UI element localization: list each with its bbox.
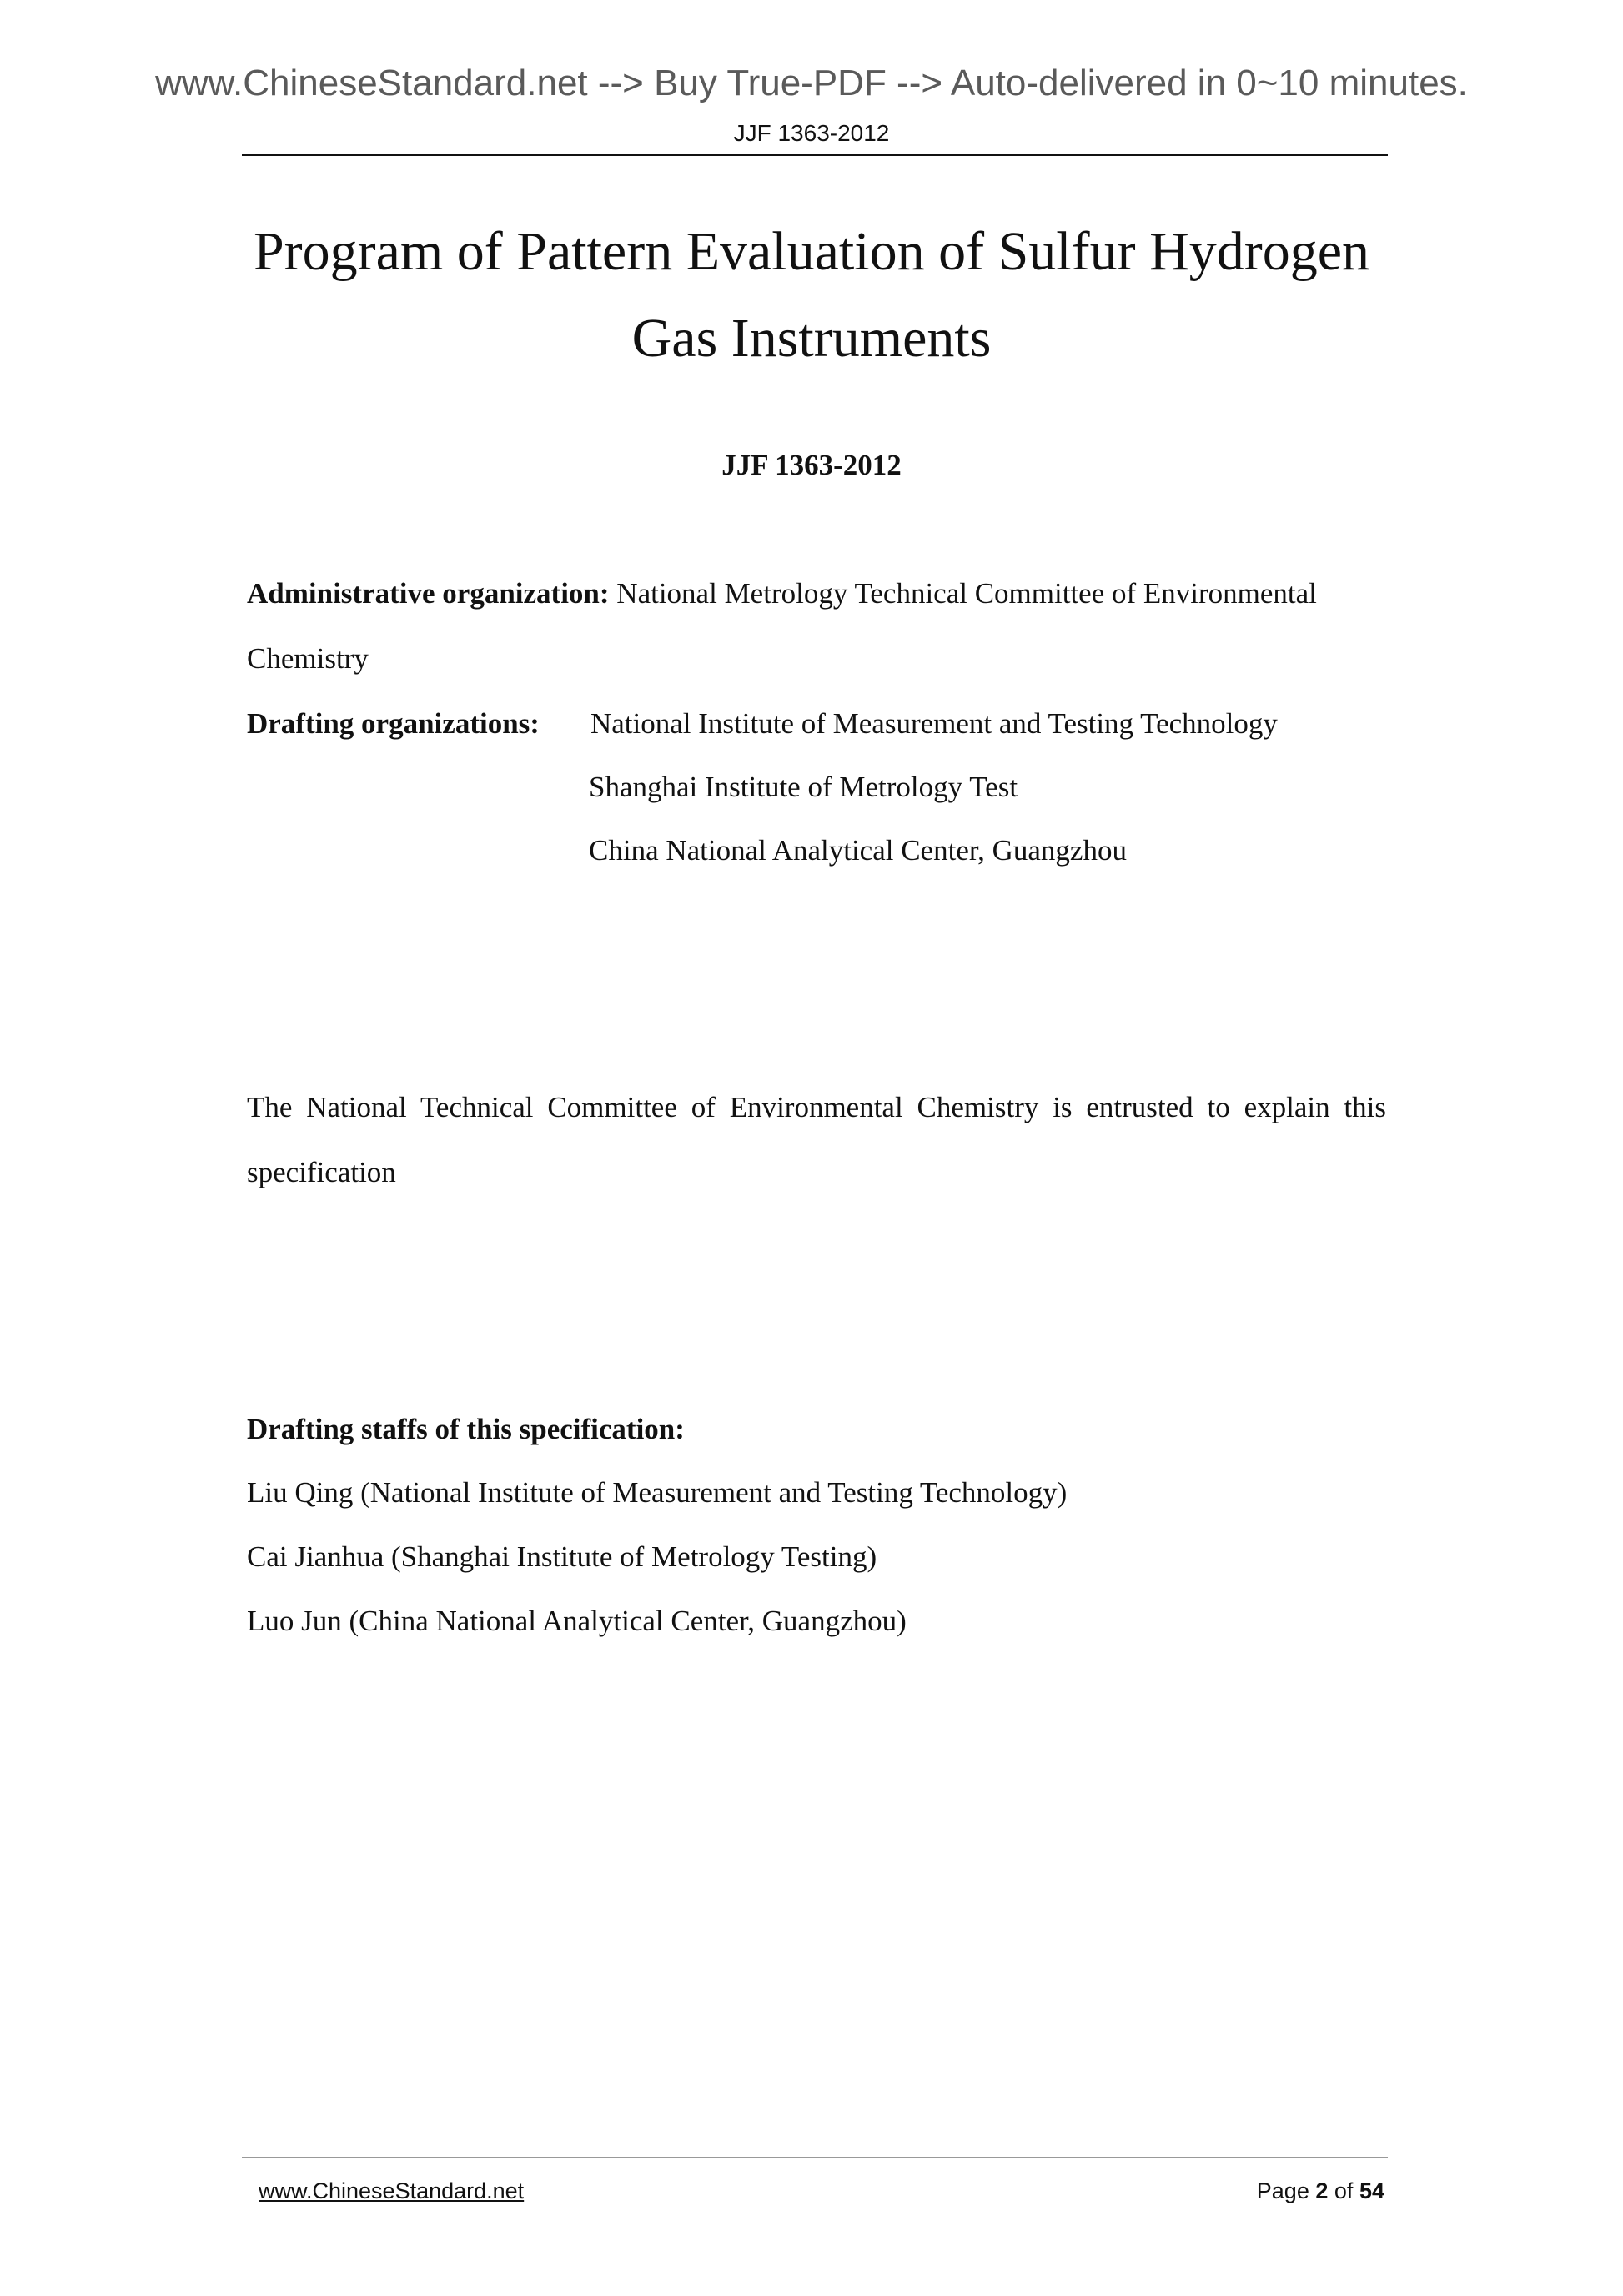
drafting-organizations-label: Drafting organizations: bbox=[247, 707, 540, 740]
administrative-value: National Metrology Technical Committee of Environmental bbox=[616, 577, 1317, 610]
footer-rule bbox=[242, 2157, 1388, 2158]
footer-website-link[interactable]: www.ChineseStandard.net bbox=[259, 2178, 525, 2203]
page-number bbox=[1168, 2178, 1384, 2204]
explanation-line-2: specification bbox=[247, 1156, 396, 1188]
page-total: 54 bbox=[1359, 2178, 1384, 2203]
administrative-organization bbox=[247, 577, 1317, 610]
title-line-1: Program of Pattern Evaluation of Sulfur Hydrogen bbox=[253, 221, 1370, 282]
title-line-2: Gas Instruments bbox=[631, 308, 992, 369]
drafting-staff-item: Liu Qing (National Institute of Measurement and Testing Technology) bbox=[247, 1476, 1068, 1509]
explanation-line-1: The National Technical Committee of Environmental Chemistry is entrusted to explain this bbox=[247, 1091, 1386, 1123]
drafting-staff-item: Luo Jun (China National Analytical Center, Guangzhou) bbox=[247, 1605, 907, 1637]
page-prefix: Page bbox=[1256, 2178, 1309, 2203]
page-of: of bbox=[1334, 2178, 1354, 2203]
standard-code: JJF 1363-2012 bbox=[721, 449, 902, 481]
promo-banner[interactable]: www.ChineseStandard.net --> Buy True-PDF --> Auto-delivered in 0~10 minutes. bbox=[155, 63, 1468, 103]
document-title bbox=[200, 208, 1423, 382]
header-doc-code: JJF 1363-2012 bbox=[733, 120, 890, 146]
drafting-org-item: China National Analytical Center, Guangzhou bbox=[589, 834, 1127, 867]
drafting-org-item: Shanghai Institute of Metrology Test bbox=[589, 771, 1018, 803]
drafting-staff-item: Cai Jianhua (Shanghai Institute of Metrology Testing) bbox=[247, 1540, 877, 1573]
page-current: 2 bbox=[1315, 2178, 1329, 2203]
header-rule bbox=[242, 154, 1388, 156]
administrative-value-continued: Chemistry bbox=[247, 642, 369, 675]
drafting-org-item: National Institute of Measurement and Testing Technology bbox=[590, 707, 1278, 740]
drafting-staff-heading: Drafting staffs of this specification: bbox=[247, 1413, 685, 1445]
administrative-label: Administrative organization: bbox=[247, 577, 610, 610]
